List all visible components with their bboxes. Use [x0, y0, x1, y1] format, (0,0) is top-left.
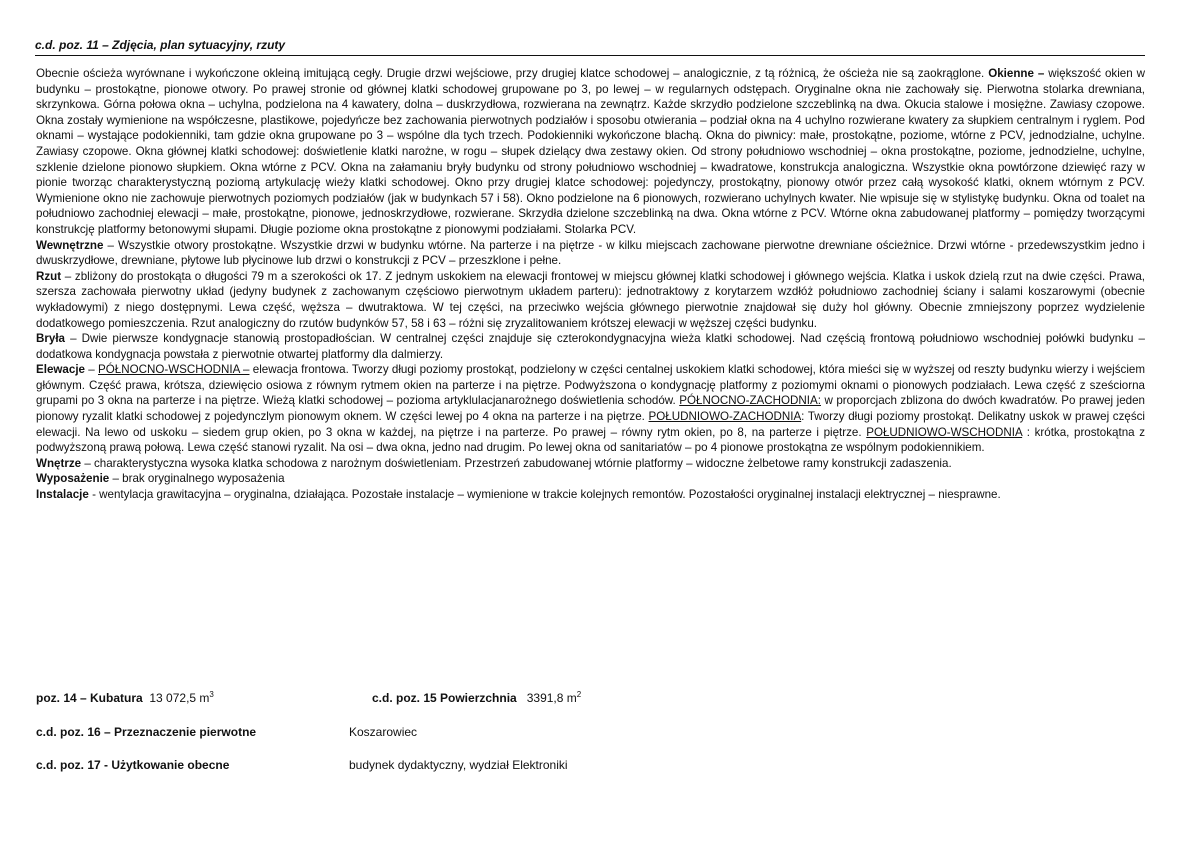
field-label: c.d. poz. 15 Powierzchnia	[372, 691, 517, 705]
section-header: c.d. poz. 11 – Zdjęcia, plan sytuacyjny, rzuty	[35, 38, 1145, 56]
label-instalacje: Instalacje	[36, 488, 89, 502]
paragraph-text: – charakterystyczna wysoka klatka schodowa z narożnym doświetleniam. Przestrzeń zabudowanej wtórnie platformy – widoczne żelbetowe ramy konstrukcji zadaszenia.	[81, 456, 952, 470]
paragraph-interior-openings	[36, 238, 1145, 269]
dash: –	[85, 363, 99, 377]
field-value: Koszarowiec	[349, 725, 418, 739]
label-okienne: Okienne –	[988, 67, 1045, 80]
label-wnetrze: Wnętrze	[36, 456, 82, 470]
elevation-ne: PÓŁNOCNO-WSCHODNIA –	[98, 363, 250, 377]
field-kubatura	[36, 690, 214, 706]
paragraph-text: – Dwie pierwsze kondygnacje stanowią prostopadłościan. W centralnej części znajduje się czterokondygnacyjna wieża klatki schodowej. Nad częścią frontową południowo wschodniej połówki budynku – dodatkowa kondygnacja powstała z pierwotnie otwartej platformy dla dalmierzy.	[36, 332, 1145, 361]
elevation-sw: POŁUDNIOWO-ZACHODNIA	[648, 410, 802, 424]
paragraph-mass	[36, 331, 1145, 362]
paragraph-installations	[36, 487, 1145, 503]
paragraph-text: - wentylacja grawitacyjna – oryginalna, działająca. Pozostałe instalacje – wymienione w trakcie kolejnych remontów. Pozostałości oryginalnej instalacji elektrycznej – niesprawne.	[88, 488, 1001, 502]
paragraph-windows	[36, 66, 1145, 238]
label-elewacje: Elewacje	[36, 363, 85, 377]
elevation-nw: PÓŁNOCNO-ZACHODNIA:	[679, 394, 821, 408]
paragraph-text: elewacja frontowa. Tworzy długi poziomy prostokąt, podzielony w części centalnej uskokiem klatki schodowej, która mieści się w wyższej od reszty budynku wierzy i wejściem głównym. Część prawa, krótsza, dziewięcio osiowa z równym rytmem okien na parterze i na piętrze. Podwyższona o kondygnację platformy z poziomymi oknami o pionowych podziałach. Lewa część z sześciorna grupami po 3 okna na parterze i na piętrze. Wieżą klatki schodowej – pozioma artyklulacjanarożnego doświetlenia schodów.	[36, 363, 1146, 408]
field-label: poz. 14 – Kubatura	[36, 691, 143, 705]
field-label: c.d. poz. 17 - Użytkowanie obecne	[36, 758, 230, 772]
paragraph-text: – brak oryginalnego wyposażenia	[109, 472, 285, 486]
label-wewnetrzne: Wewnętrzne	[36, 238, 104, 252]
field-value: budynek dydaktyczny, wydział Elektroniki	[349, 758, 568, 772]
field-uzytkowanie-label-row	[36, 757, 229, 773]
paragraph-text: Obecnie ościeża wyrównane i wykończone okleiną imitującą cegły. Drugie drzwi wejściowe, przy drugiej klatce schodowej – analogicznie, z tą różnicą, że ościeża nie są zaokrąglone.	[36, 67, 985, 80]
field-powierzchnia	[372, 690, 581, 706]
paragraph-text: – Wszystkie otwory prostokątne. Wszystkie drzwi w budynku wtórne. Na parterze i na piętrze - w kilku miejscach zachowane pierwotne drewniane ościeżnice. Drzwi wtórne - przedewszystkim jedno i dwuskrzydłowe, drewniane, płytowe lub płycinowe lub drzwi o konstrukcji z PCV – przeszklone i pełne.	[36, 238, 1145, 268]
field-przeznaczenie-value-row	[349, 724, 417, 740]
field-uzytkowanie-value-row	[349, 757, 568, 773]
field-przeznaczenie-label-row	[36, 724, 256, 740]
paragraph-interior	[36, 456, 1145, 472]
label-wyposazenie: Wyposażenie	[36, 472, 110, 486]
unit-superscript: 3	[209, 690, 214, 699]
paragraph-text: : Tworzy długi poziomy prostokąt. Delikatny uskok w prawej części elewacji. Na lewo od uskoku – siedem grup okien, po 3 okna w każdej, na piętrze i na parterze. Po prawej – równy rytm okien, po 8, na parterze i piętrze.	[36, 410, 1145, 439]
paragraph-text: większość okien w budynku – prostokątne, pionowe otwory. Po prawej stronie od głównej klatki schodowej grupowane po 3, po lewej – w regularnych odstępach. Oryginalne okna nie zachowały się. Pierwotna stolarka drewniana, skrzynkowa. Górna połowa okna – uchylna, podzielona na 4 kawatery, dolna – duskrzydłowa, rozwierana na zewnątrz. Każde skrzydło podzielone szczeblinką na dwa. Okucia stalowe i mosiężne. Zawiasy czopowe. Okna zostały wymienione na współczesne, plastikowe, pojedyńcze bez zachowania pierwotnych podziałów i sposobu otwierania – podział okna na 4 uchylno rozwierane kwatery za słupkiem centralnym i ryglem. Pod oknami – wystające podokienniki, tam gdzie okna grupowane po 3 – wspólne dla tych trzech. Podokienniki wykończone blachą. Okna do piwnicy: małe, prostokątne, poziome, wtórne z PCV, jednodzialne, uchylne. Zawiasy czopowe. Okna głównej klatki schodowej: doświetlenie klatki narożne, w rogu – słupek dzielący dwa zestawy okien. Od strony południowo wschodniej – okna prostokątne, poziome, jednodzielne, uchylne, szklenie dzielone pionowo słupkiem. Okna wtórne z PCV. Okna na załamaniu bryły budynku od strony południowo wschodniej – kwadratowe, konstrukcja analogiczna. Wszystkie okna powtórzone dziewięć razy w pionie tworząc charakterystyczną poziomą artykulację wieży klatki schodowej. Okno przy drugiej klatce schodowej: pojedynczy, prostokątny, pionowy otwór przez całą wysokość klatki, oknem wtórnym z PCV. Wymienione okno nie zachowuje pierwotnych poziomych podziałów (jak w budynkach 57 i 58). Okno podzielone na 6 pionowych, rozwierano uchylnych kwater. Nie wpisuje się w stylistykę budynku. Okna od toalet na południowo zachodniej elewacji – małe, prostokątne, pionowe, jednoskrzydłowe, rozwierane. Skrzydła dzielone szczeblinką na dwa. Okna wtórne z PCV. Wtórne okna zabudowanej platformy – pomiędzy tworzącymi konstrukcję platformy betonowymi słupami. Długie poziome okna prostokątne z pionowymi podziałami. Stolarka PCV.	[36, 67, 1145, 236]
unit-superscript: 2	[576, 690, 582, 699]
field-label: c.d. poz. 16 – Przeznaczenie pierwotne	[36, 725, 257, 739]
paragraph-text: : krótka, prostokątna z podwyższoną prawą połową. Lewa część stanowi ryzalit. Na osi – dwa okna, jedno nad drugim. Po lewej okna od sanitariatów – po 4 pionowe prostokątna ze wspólnym podokiennikiem.	[36, 425, 1146, 455]
paragraph-text: – zbliżony do prostokąta o długości 79 m a szerokości ok 17. Z jednym uskokiem na elewacji frontowej w miejscu głównej klatki schodowej i głównego wejścia. Klatka i uskok dzielą rzut na dwie części. Prawa, szersza zachowała pierwotny układ (jedyny budynek z zachowanym częściowo pierwotnym układem parteru): jednotraktowy z korytarzem wzdłóż południowo zachodniej ściany i salami koszarowymi (obecnie wykładowymi) z niego dostępnymi. Lewa część, węższa – dwutraktowa. W tej części, na przeciwko wejścia głównego pierwotnie znajdował się duży hol główny. Obecnie zmniejszony poprzez wydzielenie dodatkowego pomieszczenia. Rzut analogiczny do rzutów budynków 57, 58 i 63 – różni się zryzalitowaniem krótszej elewacji w węższej części budynku.	[36, 269, 1145, 330]
paragraph-elevations	[36, 362, 1145, 456]
elevation-se: POŁUDNIOWO-WSCHODNIA	[866, 425, 1023, 439]
label-bryla: Bryła	[36, 332, 66, 346]
paragraph-plan	[36, 269, 1145, 331]
label-rzut: Rzut	[36, 269, 62, 283]
description-body	[36, 66, 1145, 503]
paragraph-text: w proporcjach zblizona do dwóch kwadratów. Po prawej jeden pionowy ryzalit klatki schodowej z pojedynczlym pionowym oknem. W części lewej po 4 okna na parterze i na piętrze.	[36, 394, 1145, 424]
field-value: 13 072,5 m	[149, 691, 210, 705]
paragraph-equipment	[36, 471, 1145, 487]
field-value: 3391,8 m	[526, 691, 577, 705]
